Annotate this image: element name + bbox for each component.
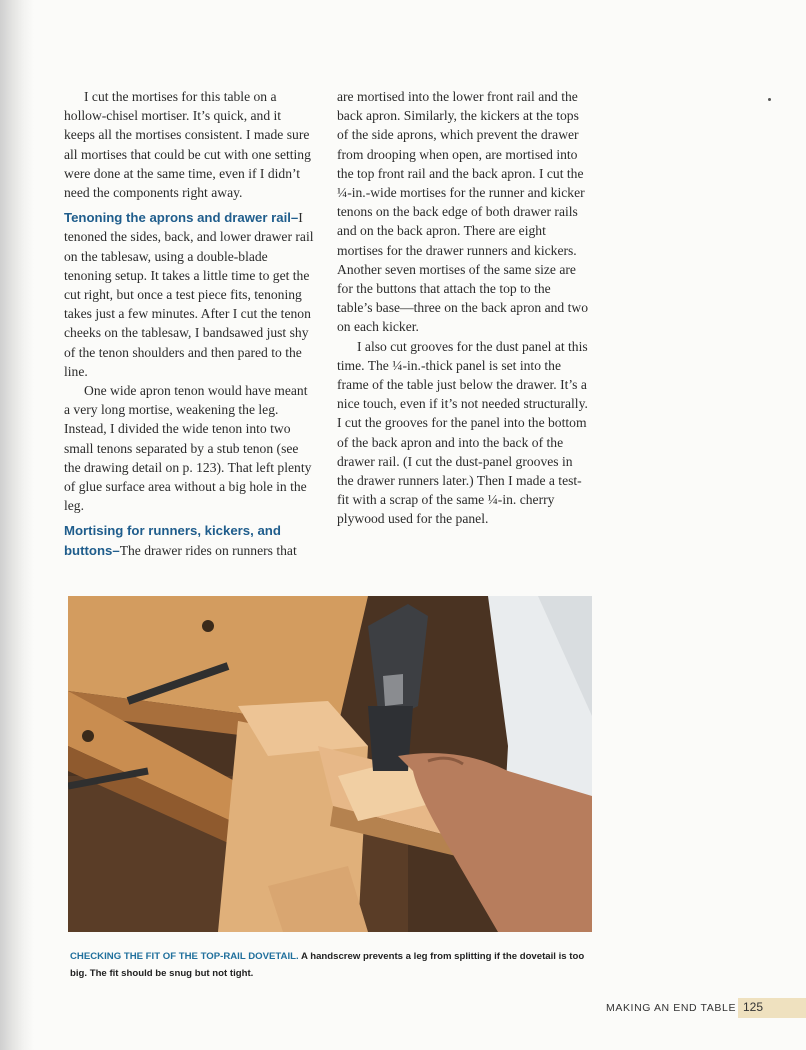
right-column	[337, 87, 589, 529]
paragraph-text: The drawer rides on runners that	[119, 542, 297, 558]
page-number: 125	[743, 1000, 764, 1014]
page-number-tab	[738, 998, 806, 1018]
paragraph: are mortised into the lower front rail and the back apron. Similarly, the kickers at the tops of the side aprons, which prevent the drawer from drooping when open, are mortised into the top front rail and the back apron. I cut the ¼-in.-wide mortises for the runner and kicker tenons on the back edge of both drawer rails and on the back apron. There are eight mortises for the drawer runners and kickers. Another seven mortises of the same size are for the buttons that attach the top to the table’s base—three on the back apron and two on each kicker.	[337, 89, 589, 335]
photo-caption	[70, 949, 595, 982]
section-heading: Tenoning the aprons and drawer rail–	[64, 210, 299, 226]
left-column	[64, 87, 314, 560]
section-heading: Mortising for runners, kickers, and buttons–	[64, 523, 281, 558]
paragraph-text: I tenoned the sides, back, and lower drawer rail on the tablesaw, using a double-blade tenoning setup. It takes a little time to get the cut right, but once a test piece fits, tenoning takes just a few minutes. After I cut the tenon cheeks on the tablesaw, I bandsawed just shy of the tenon shoulders and then pared to the line.	[64, 210, 314, 379]
book-spine-shadow	[0, 0, 34, 1050]
paragraph: I also cut grooves for the dust panel at this time. The ¼-in.-thick panel is set into the frame of the table just below the drawer. It’s a nice touch, even if it’s not needed structurally. I cut the grooves for the panel into the bottom of the back apron and into the back of the drawer rail. (I cut the dust-panel grooves in the drawer runners later.) Then I made a test-fit with a scrap of the same ¼-in. cherry plywood used for the panel.	[337, 338, 588, 527]
caption-heading: CHECKING THE FIT OF THE TOP-RAIL DOVETAIL.	[70, 951, 299, 962]
caption-text: A handscrew prevents a leg from splitting if the dovetail is too big. The fit should be snug but not tight.	[70, 951, 585, 979]
photo-dovetail-fit	[68, 596, 592, 932]
paragraph	[64, 521, 314, 559]
photo-illustration	[68, 596, 592, 932]
paragraph	[64, 208, 314, 381]
running-head: MAKING AN END TABLE	[606, 1002, 737, 1014]
paragraph: I cut the mortises for this table on a hollow-chisel mortiser. It’s quick, and it keeps all the mortises consistent. I made sure all mortises that could be cut with one setting were done at the same time, even if I didn’t need the components right away.	[64, 89, 311, 201]
speck	[768, 98, 771, 101]
paragraph: One wide apron tenon would have meant a very long mortise, weakening the leg. Instead, I divided the wide tenon into two small tenons separated by a stub tenon (see the drawing detail on p. 123). That left plenty of glue surface area without a big hole in the leg.	[64, 383, 312, 514]
